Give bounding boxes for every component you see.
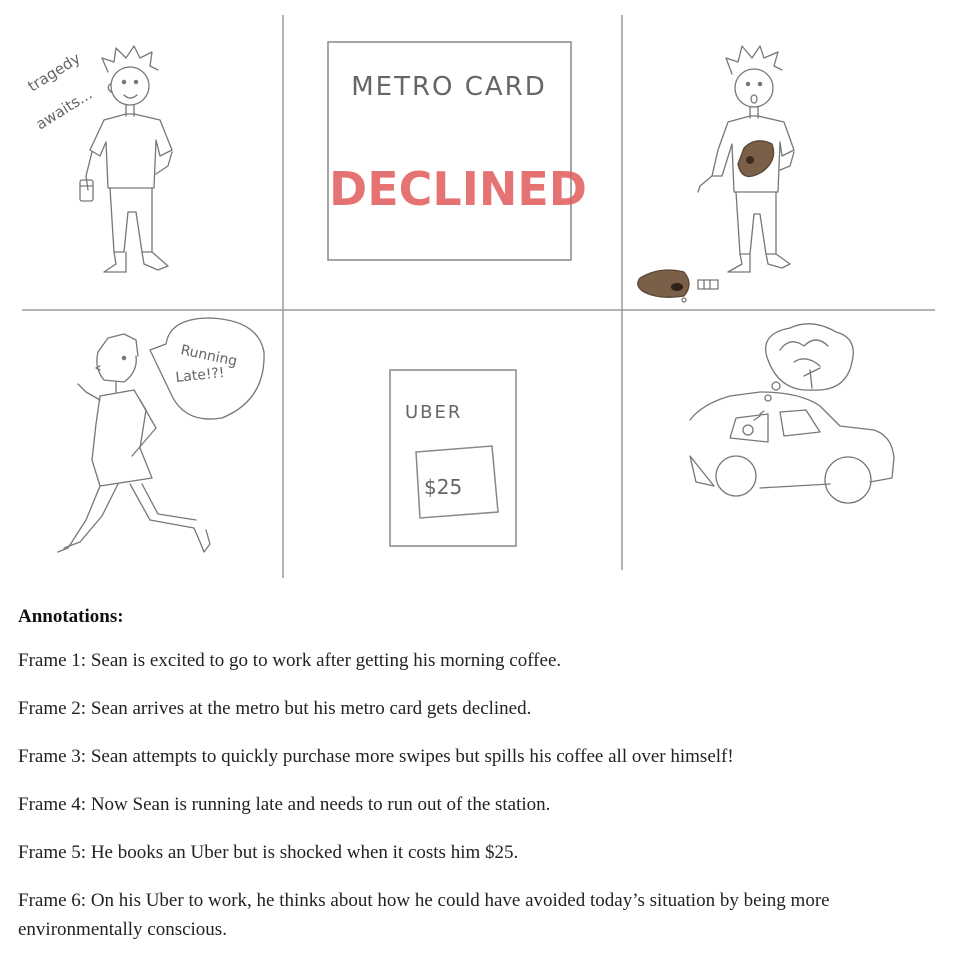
frame-4-running-late bbox=[58, 318, 264, 552]
declined-stamp: DECLINED bbox=[329, 162, 587, 216]
metro-card-title: METRO CARD bbox=[351, 72, 547, 102]
annotation-frame-6: Frame 6: On his Uber to work, he thinks about how he could have avoided today’s situation by being more environmentally conscious. bbox=[18, 890, 830, 940]
frame-3-coffee-spill bbox=[638, 46, 794, 302]
annotation-frame-1: Frame 1: Sean is excited to go to work after getting his morning coffee. bbox=[18, 650, 562, 671]
speech-line-2: Late!?! bbox=[174, 364, 226, 386]
annotation-frame-3: Frame 3: Sean attempts to quickly purchase more swipes but spills his coffee all over himself! bbox=[18, 746, 734, 767]
uber-price: $25 bbox=[424, 475, 463, 499]
annotation-frame-5: Frame 5: He books an Uber but is shocked when it costs him $25. bbox=[18, 842, 519, 863]
annotation-frame-2: Frame 2: Sean arrives at the metro but his metro card gets declined. bbox=[18, 698, 532, 719]
speech-line-1: Running bbox=[179, 342, 239, 370]
annotations-section bbox=[18, 606, 938, 944]
frame-1-caption bbox=[25, 49, 96, 133]
annotations-heading: Annotations: bbox=[18, 606, 124, 627]
annotation-frame-4: Frame 4: Now Sean is running late and needs to run out of the station. bbox=[18, 794, 551, 815]
caption-line-1: tragedy bbox=[24, 49, 84, 96]
frame-2-metro-card bbox=[328, 42, 587, 260]
frame-5-uber-app bbox=[390, 370, 516, 546]
frame-1-sean-with-coffee bbox=[80, 46, 172, 272]
uber-label: UBER bbox=[405, 402, 463, 423]
caption-line-2: awaits... bbox=[32, 84, 96, 134]
frame-6-car-thought bbox=[690, 324, 894, 503]
